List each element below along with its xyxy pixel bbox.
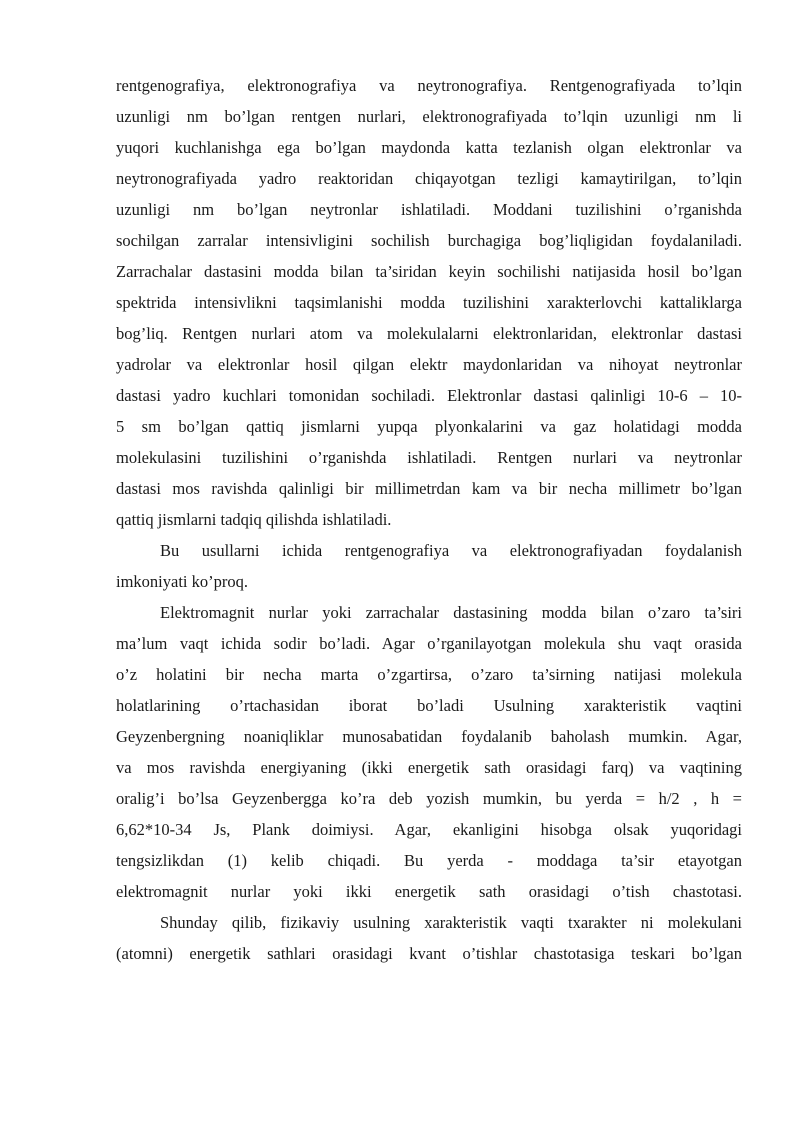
text-line: imkoniyati ko’proq. [116,572,248,591]
text-line: (atomni) energetik sathlari orasidagi kvant o’tishlar chastotasiga teskari bo’lgan [116,944,742,963]
text-line: molekulasini tuzilishini o’rganishda ishlatiladi. Rentgen nurlari va neytronlar [116,448,742,467]
text-line: rentgenografiya, elektronografiya va neytronografiya. Rentgenografiyada to’lqin [116,76,742,95]
text-line: uzunligi nm bo’lgan rentgen nurlari, elektronografiyada to’lqin uzunligi nm li [116,107,742,126]
text-line: tengsizlikdan (1) kelib chiqadi. Bu yerda - moddaga ta’sir etayotgan [116,851,742,870]
text-line: dastasi yadro kuchlari tomonidan sochiladi. Elektronlar dastasi qalinligi 10-6 – 10- [116,386,742,405]
text-line: Zarrachalar dastasini modda bilan ta’siridan keyin sochilishi natijasida hosil bo’lgan [116,262,742,281]
text-line: elektromagnit nurlar yoki ikki energetik sath orasidagi o’tish chastotasi. [116,882,742,901]
text-line: Geyzenbergning noaniqliklar munosabatidan foydalanib baholash mumkin. Agar, [116,727,742,746]
text-line: uzunligi nm bo’lgan neytronlar ishlatiladi. Moddani tuzilishini o’rganishda [116,200,742,219]
text-line: 5 sm bo’lgan qattiq jismlarni yupqa plyonkalarini va gaz holatidagi modda [116,417,742,436]
text-line: Bu usullarni ichida rentgenografiya va elektronografiyadan foydalanish [160,541,742,560]
text-line: Shunday qilib, fizikaviy usulning xarakteristik vaqti txarakter ni molekulani [160,913,742,932]
text-line: Elektromagnit nurlar yoki zarrachalar dastasining modda bilan o’zaro ta’siri [160,603,742,622]
document-page [116,70,742,969]
text-line: spektrida intensivlikni taqsimlanishi modda tuzilishini xarakterlovchi kattaliklarga [116,293,742,312]
text-line: yuqori kuchlanishga ega bo’lgan maydonda katta tezlanish olgan elektronlar va [116,138,742,157]
text-line: oralig’i bo’lsa Geyzenbergga ko’ra deb yozish mumkin, bu yerda = h/2 , h = [116,789,742,808]
text-line: dastasi mos ravishda qalinligi bir millimetrdan kam va bir necha millimetr bo’lgan [116,479,742,498]
text-line: qattiq jismlarni tadqiq qilishda ishlatiladi. [116,510,392,529]
text-line: ma’lum vaqt ichida sodir bo’ladi. Agar o’rganilayotgan molekula shu vaqt orasida [116,634,742,653]
text-line: yadrolar va elektronlar hosil qilgan elektr maydonlaridan va nihoyat neytronlar [116,355,742,374]
text-line: 6,62*10-34 Js, Plank doimiysi. Agar, ekanligini hisobga olsak yuqoridagi [116,820,742,839]
text-line: bog’liq. Rentgen nurlari atom va molekulalarni elektronlaridan, elektronlar dastasi [116,324,742,343]
text-line: neytronografiyada yadro reaktoridan chiqayotgan tezligi kamaytirilgan, to’lqin [116,169,742,188]
text-line: va mos ravishda energiyaning (ikki energetik sath orasidagi farq) va vaqtining [116,758,742,777]
text-line: o’z holatini bir necha marta o’zgartirsa, o’zaro ta’sirning natijasi molekula [116,665,742,684]
text-line: sochilgan zarralar intensivligini sochilish burchagiga bog’liqligidan foydalaniladi. [116,231,742,250]
text-line: holatlarining o’rtachasidan iborat bo’ladi Usulning xarakteristik vaqtini [116,696,742,715]
